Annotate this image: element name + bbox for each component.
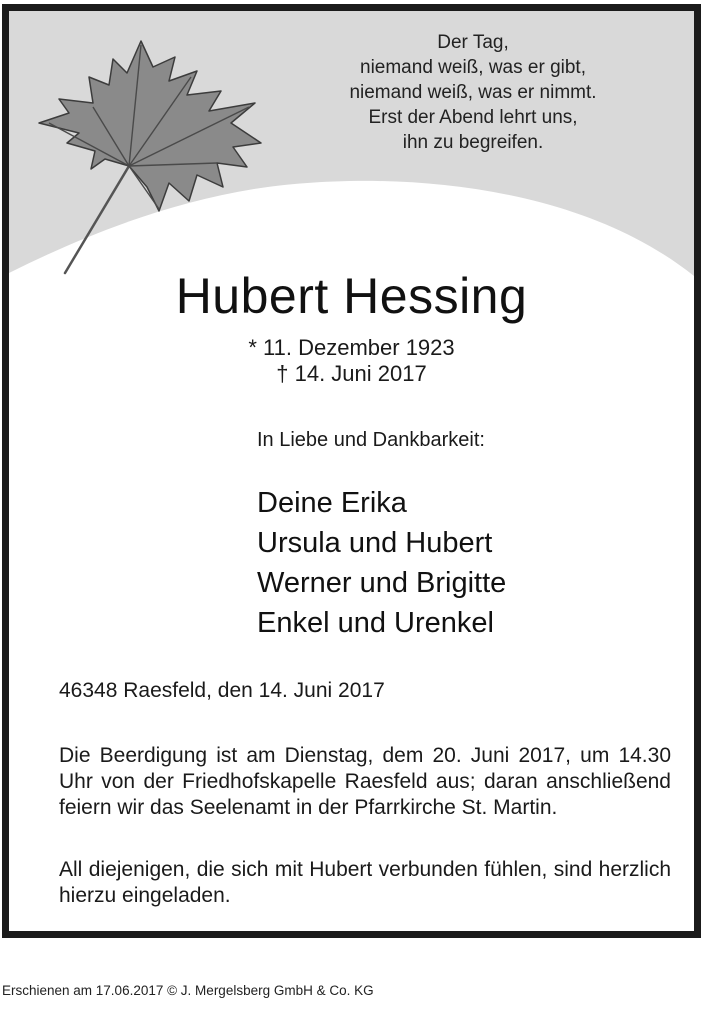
quote-line: Der Tag, <box>437 32 509 53</box>
dedication-text: In Liebe und Dankbarkeit: <box>257 429 485 451</box>
life-dates <box>9 335 694 387</box>
quote-line: niemand weiß, was er gibt, <box>360 57 586 78</box>
quote-line: ihn zu begreifen. <box>402 132 544 153</box>
family-member: Deine Erika <box>257 487 407 519</box>
death-date: † 14. Juni 2017 <box>276 361 427 386</box>
family-member: Ursula und Hubert <box>257 527 493 559</box>
funeral-info: Die Beerdigung ist am Dienstag, dem 20. Juni 2017, um 14.30 Uhr von der Friedhofskapelle Raesfeld aus; daran anschließend feiern wir das Seelenamt in der Pfarrkirche St. Martin. <box>59 744 671 819</box>
deceased-name: Hubert Hessing <box>175 268 528 324</box>
quote-line: Erst der Abend lehrt uns, <box>368 107 578 128</box>
place-and-date: 46348 Raesfeld, den 14. Juni 2017 <box>59 679 385 702</box>
poem-quote <box>305 30 641 155</box>
obituary-card <box>2 4 701 938</box>
birth-date: * 11. Dezember 1923 <box>248 335 455 360</box>
family-list <box>257 483 506 643</box>
family-member: Werner und Brigitte <box>257 567 507 599</box>
invitation-text: All diejenigen, die sich mit Hubert verbunden fühlen, sind herzlich hierzu eingeladen. <box>59 858 671 907</box>
quote-line: niemand weiß, was er nimmt. <box>349 82 597 103</box>
family-member: Enkel und Urenkel <box>257 607 494 639</box>
publication-footer: Erschienen am 17.06.2017 © J. Mergelsberg GmbH & Co. KG <box>2 983 374 998</box>
